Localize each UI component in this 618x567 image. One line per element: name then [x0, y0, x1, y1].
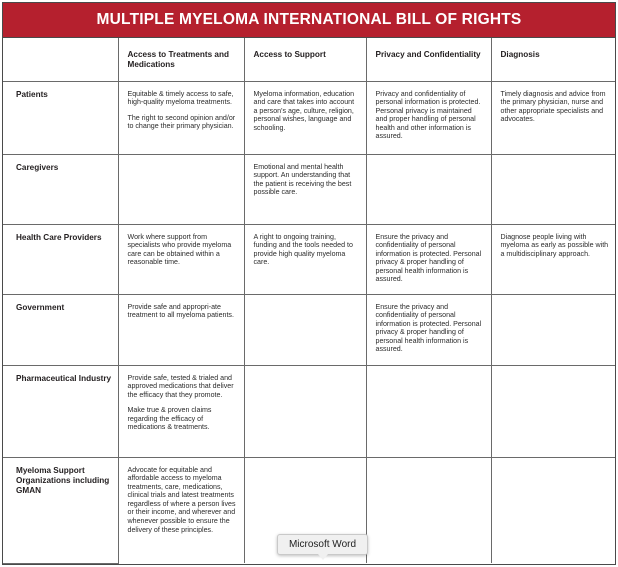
header-row — [3, 38, 615, 81]
table-row — [3, 81, 615, 154]
cell-text: Privacy and confidentiality of personal information is protected. Personal privacy is maintained and proper handling of personal health and other information is assured. — [375, 89, 481, 141]
cell-text: Diagnose people living with myeloma as early as possible with a multidisciplinary approach. — [500, 232, 609, 258]
table-cell — [366, 294, 491, 365]
table-row — [3, 154, 615, 224]
column-header: Privacy and Confidentiality — [366, 38, 491, 81]
document-title: MULTIPLE MYELOMA INTERNATIONAL BILL OF RIGHTS — [3, 3, 615, 38]
cell-text: Advocate for equitable and affordable access to myeloma treatments, care, medications, clinical trials and latest treatments regardless of where a person lives or their income, and wherever and whenever possible to ensure the delivery of these principles. — [127, 465, 236, 534]
column-header: Access to Treatments and Medications — [118, 38, 244, 81]
table-cell — [118, 294, 244, 365]
table-cell — [244, 81, 366, 154]
table-cell — [244, 224, 366, 294]
table-cell — [118, 457, 244, 563]
table-row — [3, 365, 615, 457]
cell-text: Myeloma information, education and care that takes into account a person's age, culture, religion, personal wishes, language and schooling. — [253, 89, 355, 132]
table-cell — [366, 224, 491, 294]
table-cell — [118, 154, 244, 224]
row-header: Caregivers — [3, 154, 118, 224]
cell-text: A right to ongoing training, funding and the tools needed to provide high quality myeloma care. — [253, 232, 353, 267]
table-cell — [366, 457, 491, 563]
table-cell — [491, 457, 615, 563]
table-cell — [491, 81, 615, 154]
row-header: Health Care Providers — [3, 224, 118, 294]
table-row — [3, 294, 615, 365]
cell-text: Emotional and mental health support. An understanding that the patient is receiving the best possible care. — [253, 162, 352, 197]
corner-cell — [3, 38, 118, 81]
cell-text: Work where support from specialists who provide myeloma care can be obtained within a reasonable time. — [127, 232, 232, 267]
table-cell — [366, 154, 491, 224]
table-cell — [491, 294, 615, 365]
row-header: Patients — [3, 81, 118, 154]
table-cell — [244, 154, 366, 224]
app-name-tooltip: Microsoft Word — [277, 534, 368, 555]
column-header: Diagnosis — [491, 38, 615, 81]
table-cell — [491, 365, 615, 457]
table-cell — [366, 365, 491, 457]
row-header: Myeloma Support Organizations including GMAN — [3, 457, 118, 563]
table-cell — [244, 294, 366, 365]
cell-text: Equitable & timely access to safe, high-quality myeloma treatments. — [127, 89, 234, 107]
table-row — [3, 224, 615, 294]
row-header: Pharmaceutical Industry — [3, 365, 118, 457]
table-cell — [491, 224, 615, 294]
rights-table — [3, 38, 615, 564]
cell-text: Ensure the privacy and confidentiality of personal information is protected. Personal privacy & proper handling of personal health information is assured. — [375, 232, 482, 284]
table-cell — [118, 365, 244, 457]
cell-text: Provide safe and appropri-ate treatment to all myeloma patients. — [127, 302, 234, 320]
table-cell — [491, 154, 615, 224]
row-header: Government — [3, 294, 118, 365]
cell-text: Provide safe, tested & trialed and approved medications that deliver the efficacy that they promote. — [127, 373, 234, 399]
table-cell — [366, 81, 491, 154]
table-cell — [118, 81, 244, 154]
column-header: Access to Support — [244, 38, 366, 81]
bill-of-rights-document — [2, 2, 616, 565]
table-cell — [118, 224, 244, 294]
cell-text: The right to second opinion and/or to change their primary physician. — [127, 113, 236, 131]
table-cell — [244, 365, 366, 457]
cell-text: Make true & proven claims regarding the efficacy of medications & treatments. — [127, 406, 212, 432]
cell-text: Timely diagnosis and advice from the primary physician, nurse and other appropriate specialists and advocates. — [500, 89, 606, 124]
cell-text: Ensure the privacy and confidentiality of personal information is protected. Personal privacy & proper handling of personal health information is assured. — [375, 302, 482, 354]
